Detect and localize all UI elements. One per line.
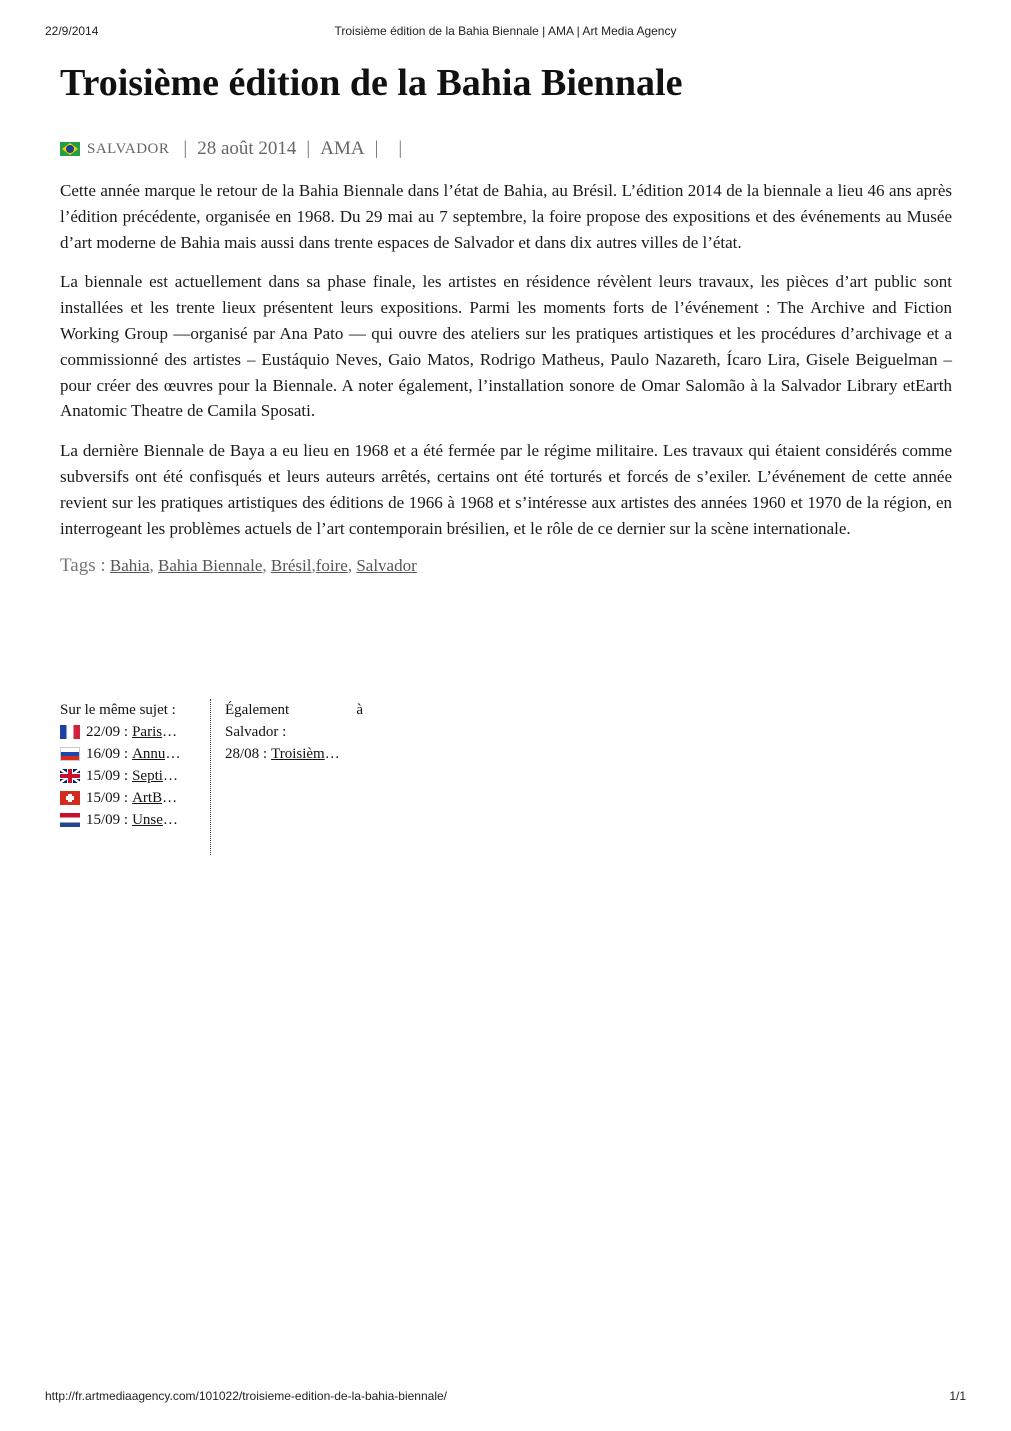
related-item-link[interactable]: Septi (132, 768, 163, 784)
ellipsis: … (162, 812, 178, 828)
tag-link[interactable]: Salvador (356, 556, 417, 576)
tags-line: Tags : Bahia, Bahia Biennale, Brésil,foire, Salvador (60, 555, 417, 577)
also-in-heading-word: Également (225, 702, 290, 718)
also-in-heading (225, 699, 363, 721)
related-item (60, 787, 210, 809)
related-item-date: 15/09 : (86, 768, 129, 784)
article-body (60, 178, 952, 541)
uk-flag-icon (60, 769, 80, 783)
tag-link[interactable]: Bahia Biennale (158, 556, 263, 576)
switzerland-flag-icon (60, 791, 80, 805)
same-subject-heading: Sur le même sujet : (60, 702, 176, 718)
article-date: 28 août 2014 (197, 138, 297, 159)
related-item-date: 28/08 : (225, 746, 268, 762)
related-item-link[interactable]: Unse (132, 812, 163, 828)
tag-link[interactable]: foire (315, 556, 348, 576)
ellipsis: … (162, 724, 178, 740)
article-title: Troisième édition de la Bahia Biennale (60, 62, 683, 104)
print-date: 22/9/2014 (45, 24, 99, 38)
tags-label: Tags : (60, 555, 106, 577)
netherlands-flag-icon (60, 813, 80, 827)
meta-separator: | (398, 138, 403, 159)
also-in-heading-prep: à (356, 702, 363, 718)
meta-separator: | (374, 138, 379, 159)
tag-link[interactable]: Brésil (270, 556, 312, 576)
article-author: AMA (320, 138, 365, 159)
ellipsis: … (324, 746, 340, 762)
article-meta (60, 138, 952, 160)
related-item (60, 809, 210, 831)
related-item-date: 22/09 : (86, 724, 129, 740)
related-item (60, 765, 210, 787)
print-url: http://fr.artmediaagency.com/101022/troisieme-edition-de-la-bahia-biennale/ (45, 1389, 448, 1403)
related-item (60, 743, 210, 765)
ellipsis: … (162, 768, 178, 784)
ellipsis: … (165, 746, 181, 762)
print-header (45, 24, 966, 40)
ellipsis: … (162, 790, 178, 806)
france-flag-icon (60, 725, 80, 739)
same-subject-column (60, 699, 211, 855)
russia-flag-icon (60, 747, 80, 761)
article-paragraph: La dernière Biennale de Baya a eu lieu en 1968 et a été fermée par le régime militaire. Les travaux qui étaient considérés comme subversifs ont été confisqués et leurs auteurs arrêtés, certains ont été torturés et forcés de s’exiler. L’événement de cette année revient sur les pratiques artistiques des éditions de 1966 à 1968 et s’intéresse aux artistes des années 1960 et 1970 de la région, en interrogeant les problèmes actuels de l’art contemporain brésilien, et le rôle de ce dernier sur la scène internationale. (60, 441, 952, 538)
article-paragraph: Cette année marque le retour de la Bahia Biennale dans l’état de Bahia, au Brésil. L’édition 2014 de la biennale a lieu 46 ans après l’édition précédente, organisée en 1968. Du 29 mai au 7 septembre, la foire propose des expositions et des événements au Musée d’art moderne de Bahia mais aussi dans trente espaces de Salvador et dans dix autres villes de l’état. (60, 181, 952, 252)
also-in-place: Salvador : (225, 724, 287, 740)
related-item-date: 16/09 : (86, 746, 129, 762)
related-item (60, 721, 210, 743)
related-item-link[interactable]: Troisièm (271, 746, 325, 762)
related-item-date: 15/09 : (86, 790, 129, 806)
print-footer (45, 1389, 966, 1405)
related-item (225, 743, 365, 765)
article-paragraph: La biennale est actuellement dans sa phase finale, les artistes en résidence révèlent leurs travaux, les pièces d’art public sont installées et les trente lieux présentent leurs expositions. Parmi les moments forts de l’événement : The Archive and Fiction Working Group —organisé par Ana Pato — qui ouvre des ateliers sur les pratiques artistiques et les procédures d’archivage et a commissionné des artistes – Eustáquio Neves, Gaio Matos, Rodrigo Matheus, Paulo Nazareth, Ícaro Lira, Gisele Beiguelman – pour créer des œuvres pour la Biennale. A noter également, l’installation sonore de Omar Salomão à la Salvador Library etEarth Anatomic Theatre de Camila Sposati. (60, 272, 952, 421)
brazil-flag-icon (60, 142, 80, 156)
related-item-link[interactable]: Annu (132, 746, 166, 762)
meta-separator: | (183, 138, 188, 159)
meta-separator: | (306, 138, 311, 159)
also-in-column (211, 699, 365, 855)
page-number: 1/1 (949, 1389, 966, 1403)
tag-link[interactable]: Bahia (109, 556, 150, 576)
related-item-link[interactable]: Paris (132, 724, 163, 740)
print-document-title: Troisième édition de la Bahia Biennale | AMA | Art Media Agency (334, 24, 677, 38)
article-location[interactable]: SALVADOR (87, 140, 170, 157)
related-item-date: 15/09 : (86, 812, 129, 828)
related-articles (60, 699, 365, 855)
article (60, 58, 952, 577)
related-item-link[interactable]: ArtB (132, 790, 163, 806)
